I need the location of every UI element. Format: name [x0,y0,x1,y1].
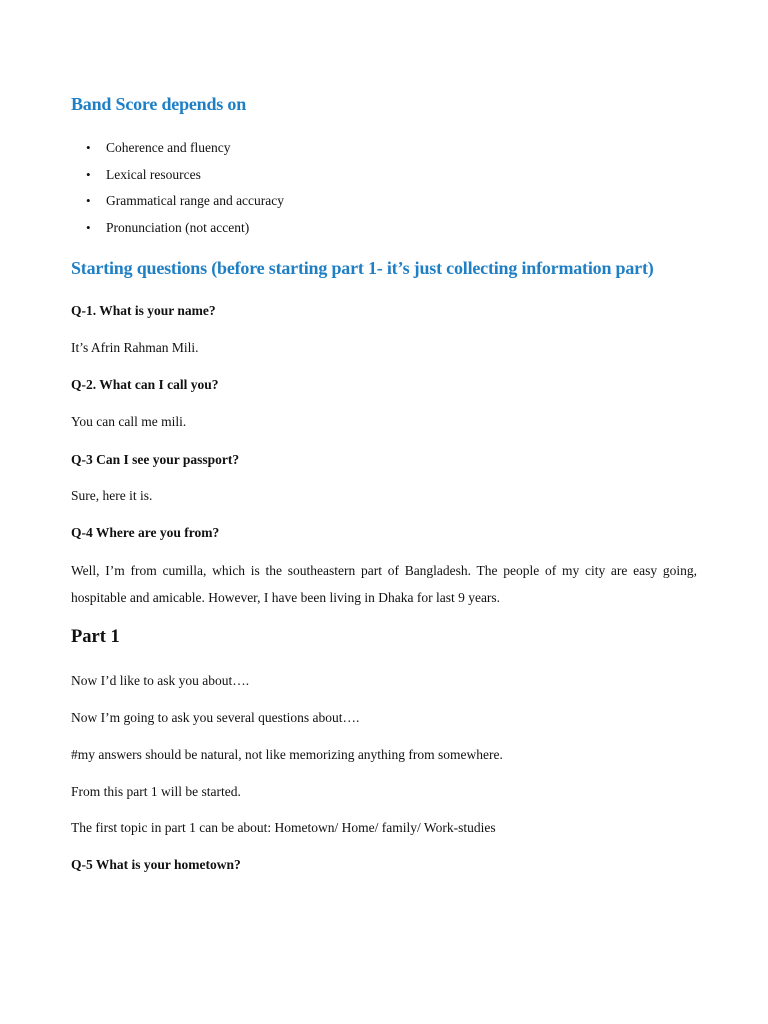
part1-line: #my answers should be natural, not like memorizing anything from somewhere. [71,747,503,762]
bullet-icon: • [86,220,91,236]
criteria-label: Coherence and fluency [106,140,231,155]
criteria-label: Lexical resources [106,166,201,182]
bullet-icon: • [86,193,91,209]
answer-3: Sure, here it is. [71,488,153,503]
bullet-icon: • [86,166,91,182]
question-3: Q-3 Can I see your passport? [71,452,240,467]
list-item [86,165,284,192]
part1-line: From this part 1 will be started. [71,784,241,799]
part1-line: The first topic in part 1 can be about: Hometown/ Home/ family/ Work-studies [71,820,496,835]
part1-heading: Part 1 [71,627,120,647]
question-2: Q-2. What can I call you? [71,377,219,392]
part1-line: Now I’m going to ask you several questions about…. [71,710,360,725]
list-item [86,191,284,218]
answer-2: You can call me mili. [71,414,187,429]
list-item [86,218,284,245]
part1-line: Now I’d like to ask you about…. [71,673,250,688]
answer-4: Well, I’m from cumilla, which is the southeastern part of Bangladesh. The people of my city are easy going, hospitable and amicable. However, I have been living in Dhaka for last 9 years. [71,563,697,605]
question-4: Q-4 Where are you from? [71,525,220,540]
answer-1: It’s Afrin Rahman Mili. [71,340,199,355]
criteria-list [86,138,284,245]
criteria-label: Pronunciation (not accent) [106,220,250,236]
question-5: Q-5 What is your hometown? [71,857,241,872]
question-1: Q-1. What is your name? [71,303,216,318]
bullet-icon: • [86,140,91,155]
list-item [86,138,284,165]
band-score-heading: Band Score depends on [71,94,247,114]
starting-questions-heading: Starting questions (before starting part 1- it’s just collecting information part) [71,258,654,278]
criteria-label: Grammatical range and accuracy [106,193,285,209]
